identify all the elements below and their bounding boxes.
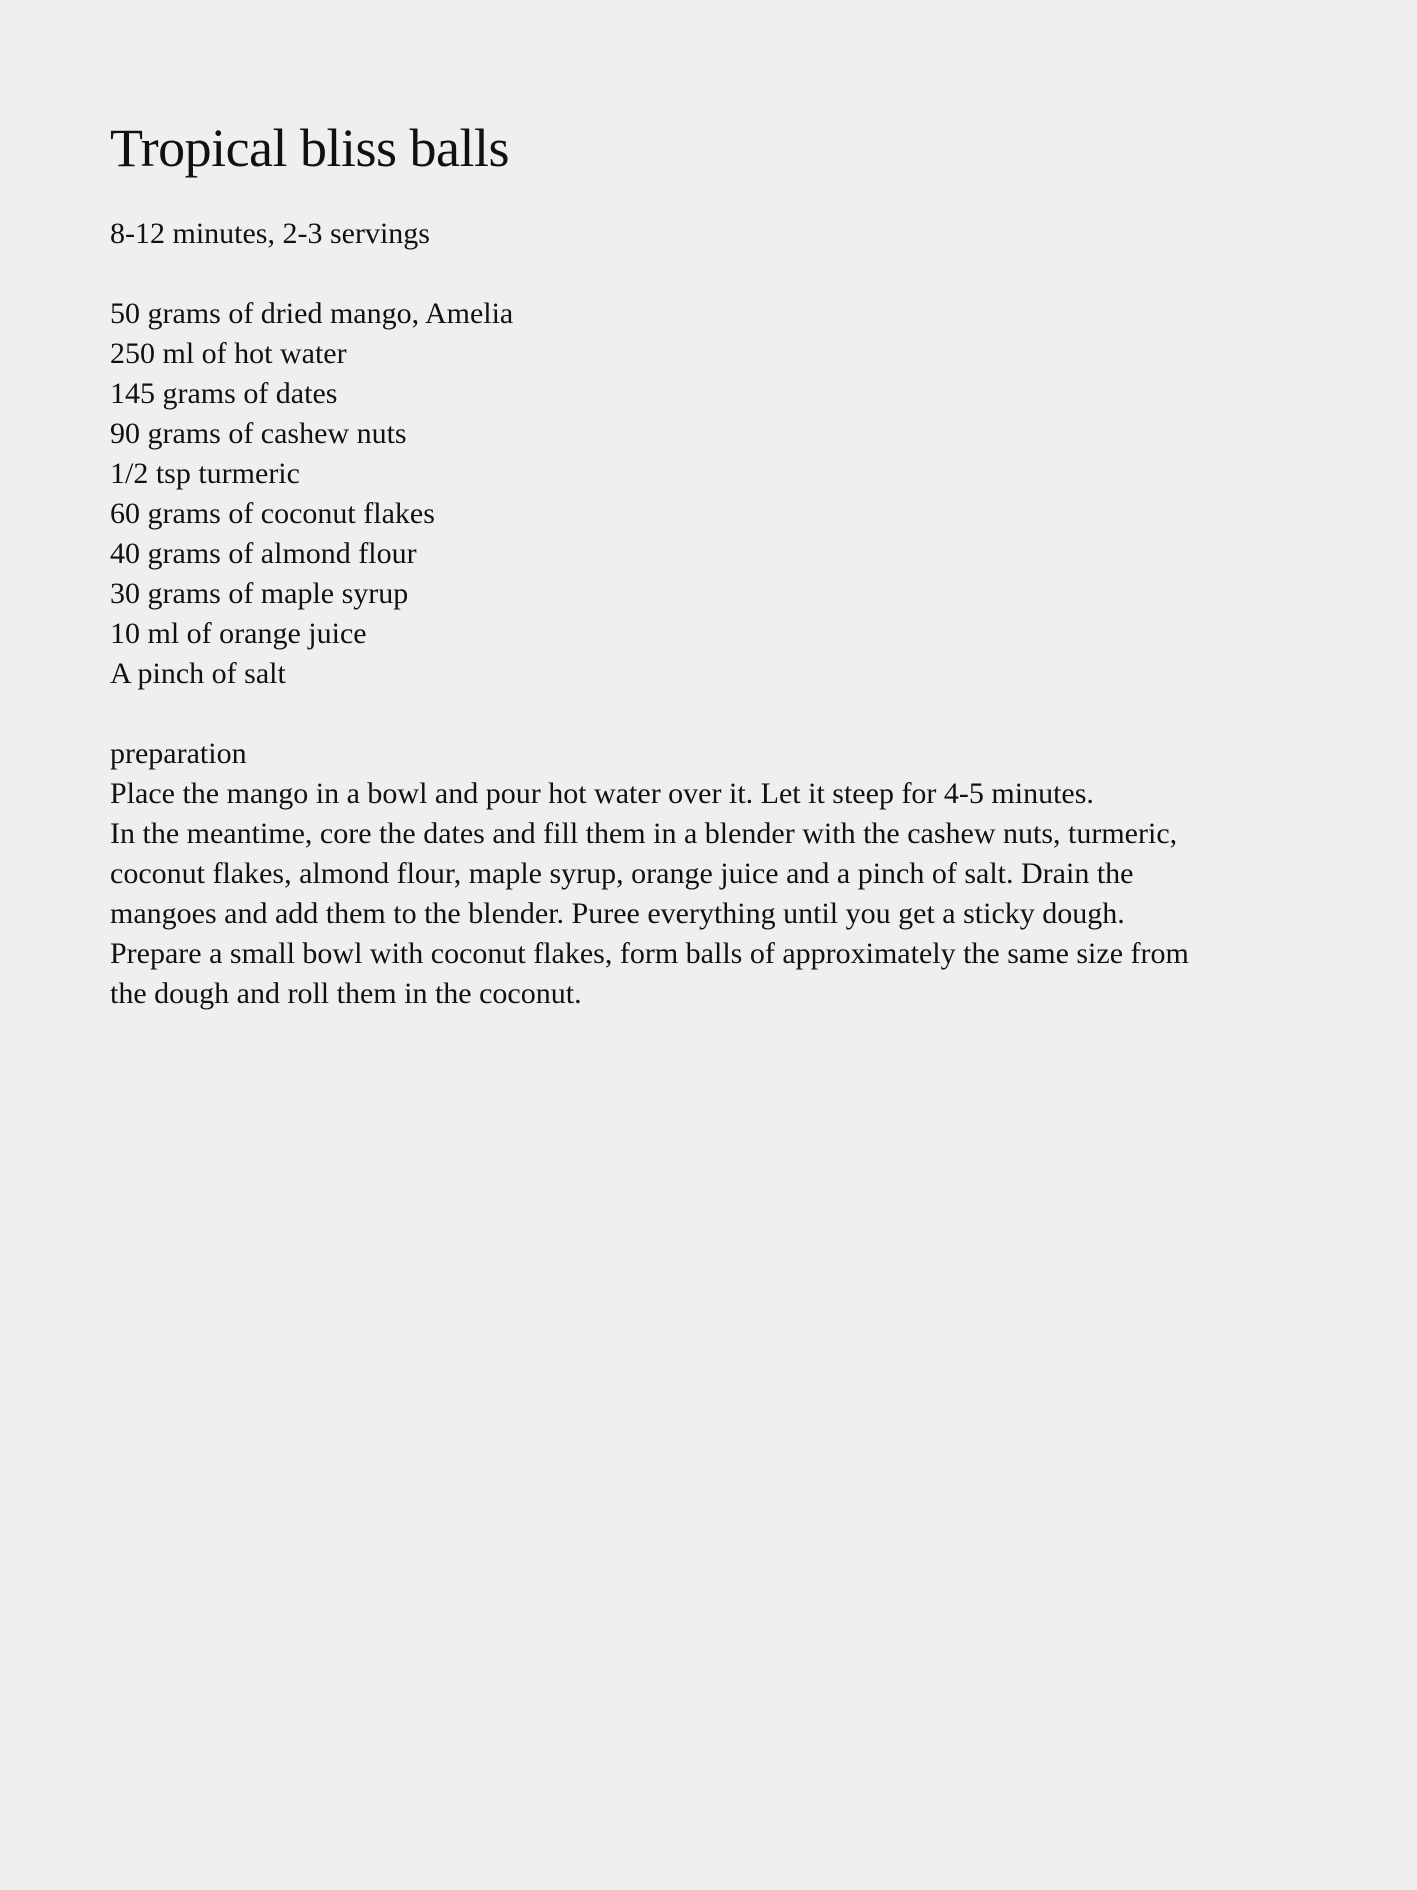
ingredient-item: 90 grams of cashew nuts xyxy=(110,417,407,450)
ingredient-item: 50 grams of dried mango, Amelia xyxy=(110,297,514,330)
preparation-line: In the meantime, core the dates and fill them in a blender with the cashew nuts, turmeric, xyxy=(110,817,1178,850)
ingredient-list xyxy=(110,294,513,694)
recipe-title: Tropical bliss balls xyxy=(110,118,510,178)
preparation-line: mangoes and add them to the blender. Puree everything until you get a sticky dough. xyxy=(110,897,1125,930)
preparation-text xyxy=(110,774,1340,1014)
preparation-line: Prepare a small bowl with coconut flakes, form balls of approximately the same size from xyxy=(110,937,1189,970)
preparation-heading: preparation xyxy=(110,737,247,770)
ingredient-item: 1/2 tsp turmeric xyxy=(110,457,300,490)
ingredient-item: 250 ml of hot water xyxy=(110,337,347,370)
recipe-meta: 8-12 minutes, 2-3 servings xyxy=(110,217,430,250)
ingredient-item: 30 grams of maple syrup xyxy=(110,577,409,610)
ingredient-item: 145 grams of dates xyxy=(110,377,338,410)
ingredient-item: A pinch of salt xyxy=(110,657,286,690)
ingredient-item: 40 grams of almond flour xyxy=(110,537,417,570)
ingredient-item: 60 grams of coconut flakes xyxy=(110,497,435,530)
preparation-line: the dough and roll them in the coconut. xyxy=(110,977,582,1010)
preparation-line: coconut flakes, almond flour, maple syrup, orange juice and a pinch of salt. Drain the xyxy=(110,857,1134,890)
preparation-line: Place the mango in a bowl and pour hot water over it. Let it steep for 4-5 minutes. xyxy=(110,777,1094,810)
ingredient-item: 10 ml of orange juice xyxy=(110,617,367,650)
